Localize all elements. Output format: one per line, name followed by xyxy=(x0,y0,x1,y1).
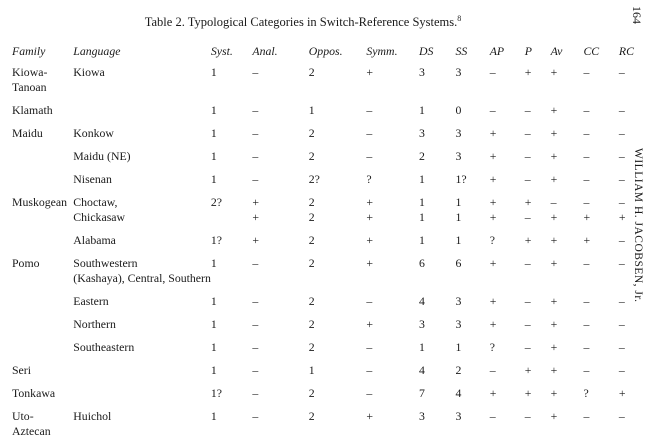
family-cell: Seri xyxy=(12,363,32,377)
column-header: RC xyxy=(618,44,634,58)
value-cell: – xyxy=(252,409,259,423)
column-header: AP xyxy=(489,44,505,58)
value-cell: – xyxy=(489,363,496,377)
value-cell: 1 xyxy=(210,340,217,354)
value-cell: – xyxy=(618,233,625,247)
value-cell: 1? xyxy=(455,172,467,186)
value-cell: – xyxy=(366,294,373,308)
value-cell: 2 xyxy=(308,233,315,247)
language-cell: Kiowa xyxy=(73,65,105,79)
value-cell: – xyxy=(366,126,373,140)
value-cell: ? xyxy=(366,172,372,186)
value-cell: + xyxy=(550,256,558,270)
value-cell: – xyxy=(583,317,590,331)
value-cell: – xyxy=(252,172,259,186)
value-cell: 6 xyxy=(419,256,425,270)
value-cell: – xyxy=(524,256,531,270)
value-cell: 1 xyxy=(210,172,217,186)
table-row xyxy=(12,337,650,360)
column-header: Anal. xyxy=(252,44,278,58)
value-cell: – xyxy=(618,317,625,331)
table-row xyxy=(12,383,650,406)
family-cell xyxy=(12,314,73,337)
value-cell: 4 xyxy=(455,386,462,400)
value-cell: 2 xyxy=(308,256,315,270)
family-cell xyxy=(12,230,73,253)
family-cell xyxy=(12,337,73,360)
table-row xyxy=(12,169,650,192)
value-cell: + xyxy=(366,65,374,79)
header-row xyxy=(12,44,650,62)
value-cell: – xyxy=(583,103,590,117)
value-cell: 3 xyxy=(455,317,462,331)
value-cell: 1 xyxy=(210,363,217,377)
table-caption xyxy=(0,14,606,30)
value-cell: 2 xyxy=(308,294,315,308)
value-cell: + xyxy=(489,149,497,163)
value-cell: – + xyxy=(583,195,591,224)
value-cell: – xyxy=(252,363,259,377)
value-cell: + xyxy=(550,363,558,377)
column-header: Syst. xyxy=(210,44,233,58)
value-cell: 1 xyxy=(419,233,425,247)
value-cell: – xyxy=(252,294,259,308)
value-cell: 2 xyxy=(308,340,315,354)
page-number: 164 xyxy=(630,6,644,24)
value-cell: 2 2 xyxy=(308,195,315,224)
table-row xyxy=(12,360,650,383)
value-cell: + xyxy=(618,386,626,400)
value-cell: 1 xyxy=(308,103,315,117)
value-cell: + + xyxy=(366,195,374,224)
value-cell: – xyxy=(366,386,373,400)
value-cell: – xyxy=(489,103,496,117)
value-cell: + xyxy=(489,126,497,140)
value-cell: – xyxy=(524,149,531,163)
value-cell: – xyxy=(618,172,625,186)
value-cell: 3 xyxy=(419,126,425,140)
language-cell xyxy=(73,360,211,383)
value-cell: – xyxy=(252,149,259,163)
value-cell: 2 xyxy=(308,317,315,331)
value-cell: – xyxy=(583,149,590,163)
value-cell: ? xyxy=(583,386,589,400)
table-row xyxy=(12,100,650,123)
value-cell: – xyxy=(524,294,531,308)
family-cell: Maidu xyxy=(12,126,43,140)
table-body xyxy=(12,62,650,444)
value-cell: 1 xyxy=(210,409,217,423)
value-cell: 2? xyxy=(308,172,320,186)
value-cell: 2 xyxy=(308,126,315,140)
value-cell: – xyxy=(583,126,590,140)
value-cell: – xyxy=(583,65,590,79)
value-cell: – xyxy=(252,317,259,331)
value-cell: – xyxy=(618,363,625,377)
value-cell: – xyxy=(618,340,625,354)
column-header: Oppos. xyxy=(308,44,343,58)
caption-text: Table 2. Typological Categories in Switch-Reference Systems. xyxy=(144,15,458,30)
value-cell: – + xyxy=(550,195,558,224)
language-cell: Alabama xyxy=(73,233,116,247)
value-cell: 4 xyxy=(419,363,425,377)
value-cell: + xyxy=(366,317,374,331)
table-row xyxy=(12,123,650,146)
value-cell: – xyxy=(618,294,625,308)
value-cell: + xyxy=(489,317,497,331)
family-cell: Muskogean xyxy=(12,195,68,209)
value-cell: 3 xyxy=(419,409,425,423)
value-cell: – xyxy=(524,172,531,186)
value-cell: + xyxy=(550,386,558,400)
value-cell: – xyxy=(252,126,259,140)
value-cell: + xyxy=(489,256,497,270)
value-cell: + xyxy=(550,409,558,423)
value-cell: + xyxy=(550,317,558,331)
family-cell: Klamath xyxy=(12,103,53,117)
value-cell: + xyxy=(550,149,558,163)
value-cell: + xyxy=(366,233,374,247)
table-row xyxy=(12,146,650,169)
value-cell: + – xyxy=(524,195,532,224)
value-cell: – xyxy=(583,340,590,354)
column-header: P xyxy=(524,44,532,58)
value-cell: – xyxy=(524,126,531,140)
value-cell: – xyxy=(583,294,590,308)
value-cell: 3 xyxy=(455,65,462,79)
value-cell: + xyxy=(489,172,497,186)
value-cell: + + xyxy=(489,195,497,224)
value-cell: 2 xyxy=(455,363,462,377)
family-cell xyxy=(12,146,73,169)
column-header: Symm. xyxy=(366,44,398,58)
value-cell: – xyxy=(252,103,259,117)
value-cell: + + xyxy=(252,195,260,224)
value-cell: + xyxy=(524,363,532,377)
family-cell: Pomo xyxy=(12,256,40,270)
value-cell: + xyxy=(550,340,558,354)
value-cell: + xyxy=(550,172,558,186)
value-cell: ? xyxy=(489,233,495,247)
value-cell: 2 xyxy=(308,386,315,400)
value-cell: 3 xyxy=(455,149,462,163)
value-cell: 1 xyxy=(210,256,217,270)
column-header: Family xyxy=(12,44,46,58)
value-cell: + xyxy=(583,233,591,247)
value-cell: 1 xyxy=(308,363,315,377)
value-cell: 7 xyxy=(419,386,425,400)
value-cell: 3 xyxy=(419,317,425,331)
value-cell: 1? xyxy=(210,233,223,247)
value-cell: + xyxy=(550,126,558,140)
table-row xyxy=(12,62,650,100)
column-header: SS xyxy=(455,44,468,58)
table-row xyxy=(12,192,650,230)
value-cell: 1 1 xyxy=(455,195,462,224)
typology-table xyxy=(12,44,650,444)
value-cell: + xyxy=(366,256,374,270)
language-cell: Nisenan xyxy=(73,172,112,186)
value-cell: 1 xyxy=(455,340,462,354)
value-cell: – xyxy=(524,317,531,331)
value-cell: – xyxy=(618,149,625,163)
value-cell: – xyxy=(366,149,373,163)
value-cell: – xyxy=(366,340,373,354)
language-cell: Konkow xyxy=(73,126,114,140)
running-head: WILLIAM H. JACOBSEN, Jr. xyxy=(632,148,644,303)
family-cell: Kiowa- Tanoan xyxy=(12,65,48,94)
value-cell: + xyxy=(252,233,260,247)
value-cell: + xyxy=(550,103,558,117)
value-cell: + xyxy=(489,386,497,400)
column-header: DS xyxy=(419,44,434,58)
table-row xyxy=(12,230,650,253)
value-cell: – xyxy=(583,363,590,377)
language-cell: Huichol xyxy=(73,409,112,423)
column-header: Language xyxy=(73,44,121,58)
language-cell: Northern xyxy=(73,317,116,331)
value-cell: – xyxy=(252,386,259,400)
family-cell xyxy=(12,169,73,192)
value-cell: – xyxy=(489,65,496,79)
value-cell: 3 xyxy=(419,65,425,79)
language-cell: Choctaw, Chickasaw xyxy=(73,195,126,224)
value-cell: – xyxy=(366,103,373,117)
value-cell: – xyxy=(252,340,259,354)
value-cell: 1 xyxy=(210,294,217,308)
value-cell: – xyxy=(252,65,259,79)
value-cell: 1 xyxy=(419,340,425,354)
value-cell: 1 xyxy=(210,65,217,79)
value-cell: 1 xyxy=(419,103,425,117)
language-cell xyxy=(73,100,211,123)
value-cell: 3 xyxy=(455,294,462,308)
value-cell: – xyxy=(583,409,590,423)
value-cell: 0 xyxy=(455,103,462,117)
table-row xyxy=(12,253,650,291)
value-cell: 6 xyxy=(455,256,462,270)
value-cell: – xyxy=(366,363,373,377)
value-cell: 2 xyxy=(308,149,315,163)
value-cell: 2? xyxy=(210,195,223,209)
value-cell: 2 xyxy=(308,65,315,79)
value-cell: – xyxy=(524,340,531,354)
value-cell: 1 xyxy=(419,172,425,186)
table-row xyxy=(12,406,650,444)
value-cell: 1 xyxy=(210,149,217,163)
value-cell: + xyxy=(524,65,532,79)
value-cell: – xyxy=(489,409,496,423)
value-cell: 3 xyxy=(455,409,462,423)
column-header: Av xyxy=(550,44,563,58)
value-cell: + xyxy=(366,409,374,423)
value-cell: – xyxy=(618,256,625,270)
value-cell: + xyxy=(550,294,558,308)
caption-footnote: 8 xyxy=(457,14,462,23)
column-header: CC xyxy=(583,44,600,58)
value-cell: 1 1 xyxy=(419,195,425,224)
language-cell: Eastern xyxy=(73,294,109,308)
value-cell: – xyxy=(583,256,590,270)
value-cell: + xyxy=(550,65,558,79)
language-cell xyxy=(73,383,211,406)
value-cell: – xyxy=(618,126,625,140)
language-cell: Southwestern (Kashaya), Central, Southern xyxy=(73,256,211,285)
value-cell: + xyxy=(489,294,497,308)
table-row xyxy=(12,314,650,337)
value-cell: ? xyxy=(489,340,495,354)
value-cell: 2 xyxy=(308,409,315,423)
value-cell: 1 xyxy=(210,103,217,117)
value-cell: – xyxy=(524,409,531,423)
language-cell: Maidu (NE) xyxy=(73,149,131,163)
value-cell: – xyxy=(618,103,625,117)
value-cell: – xyxy=(618,409,625,423)
value-cell: – xyxy=(252,256,259,270)
value-cell: + xyxy=(524,386,532,400)
value-cell: + xyxy=(550,233,558,247)
family-cell: Tonkawa xyxy=(12,386,56,400)
table-row xyxy=(12,291,650,314)
value-cell: 1? xyxy=(210,386,223,400)
family-cell: Uto- Aztecan xyxy=(12,409,51,438)
value-cell: – xyxy=(618,65,625,79)
value-cell: 1 xyxy=(210,317,217,331)
value-cell: – xyxy=(583,172,590,186)
value-cell: – xyxy=(524,103,531,117)
value-cell: 1 xyxy=(455,233,462,247)
value-cell: 4 xyxy=(419,294,425,308)
value-cell: 2 xyxy=(419,149,425,163)
value-cell: 3 xyxy=(455,126,462,140)
language-cell: Southeastern xyxy=(73,340,135,354)
value-cell: – + xyxy=(618,195,626,224)
family-cell xyxy=(12,291,73,314)
value-cell: + xyxy=(524,233,532,247)
value-cell: 1 xyxy=(210,126,217,140)
